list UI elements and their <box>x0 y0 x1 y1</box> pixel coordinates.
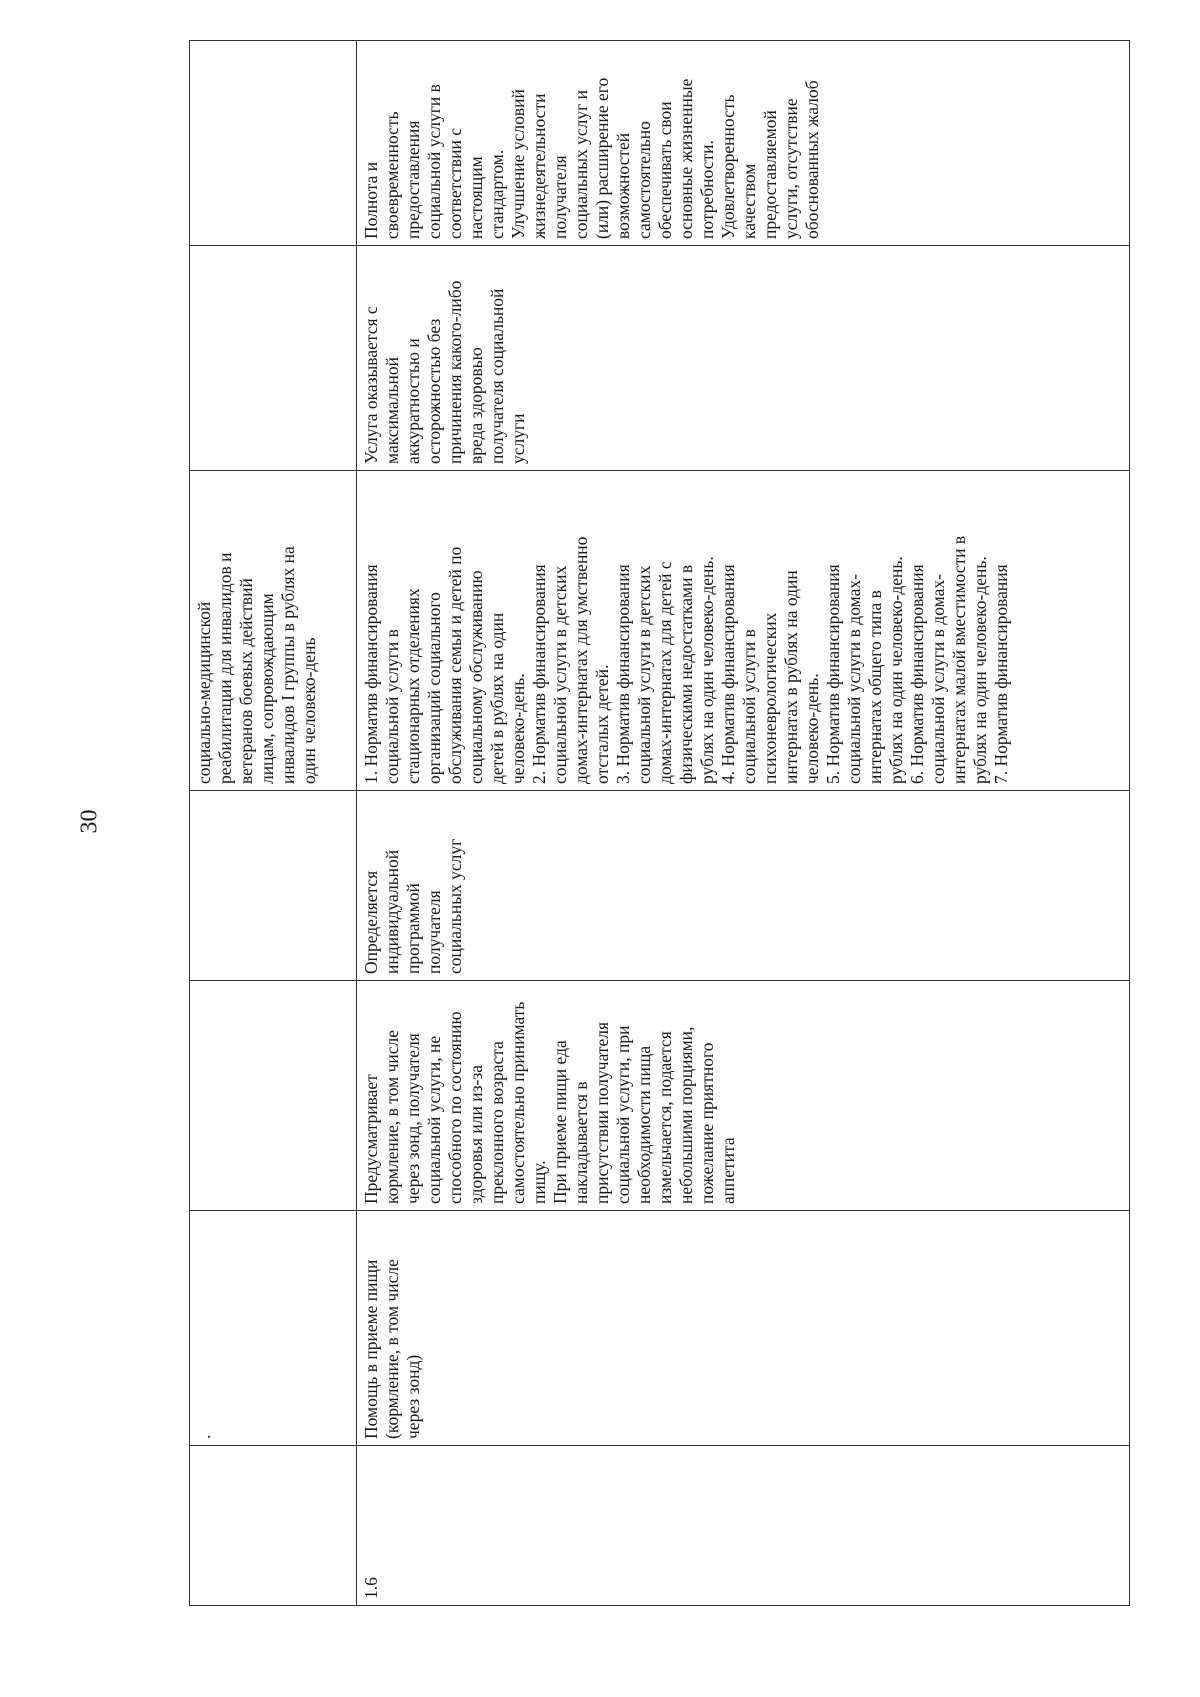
cell-conditions: Услуга оказывается с максимальной аккуратностью и осторожностью без причинения какого-либо вреда здоровью получателя социальной услуги <box>357 246 1130 471</box>
cell-quality-indicators <box>190 41 357 246</box>
cell-conditions <box>190 246 357 471</box>
cell-volume <box>190 791 357 981</box>
cell-service-name: Помощь в приеме пищи (кормление, в том числе через зонд) <box>357 1211 1130 1446</box>
cell-number: 1.6 <box>357 1446 1130 1606</box>
cell-financing-norms: социально-медицинской реабилитации для инвалидов и ветеранов боевых действий лицам, сопровождающим инвалидов I группы в рублях на один человеко-день <box>190 471 357 791</box>
rotated-table-wrapper <box>189 41 1111 1606</box>
cell-description: Предусматривает кормление, в том числе через зонд, получателя социальной услуги, не способного по состоянию здоровья или из-за преклонного возраста самостоятельно принимать пищу. При приеме пищи еда накладывается в присутствии получателя социальной услуги, при необходимости пища измельчается, подается небольшими порциями, пожелание приятного аппетита <box>357 981 1130 1211</box>
cell-service-name: . <box>190 1211 357 1446</box>
table-row <box>357 41 1130 1606</box>
table-row <box>190 41 357 1606</box>
cell-financing-norms: 1. Норматив финансирования социальной услуги в стационарных отделениях организаций социального обслуживания семьи и детей по социальному обслуживанию детей в рублях на один человеко-день. 2. Норматив финансирования социальной услуги в детских домах-интернатах для умственно отсталых детей. 3. Норматив финансирования социальной услуги в детских домах-интернатах для детей с физическими недостатками в рублях на один человеко-день. 4. Норматив финансирования социальной услуги в психоневрологических интернатах в рублях на один человеко-день. 5. Норматив финансирования социальной услуги в домах- интернатах общего типа в рублях на один человеко-день. 6. Норматив финансирования социальной услуги в домах- интернатах малой вместимости в рублях на один человеко-день. 7. Норматив финансирования <box>357 471 1130 791</box>
page-number: 30 <box>76 809 103 834</box>
service-standard-table <box>189 40 1130 1606</box>
cell-quality-indicators: Полнота и своевременность предоставления социальной услуги в соответствии с настоящим стандартом. Улучшение условий жизнедеятельности получателя социальных услуг и (или) расширение его возможностей самостоятельно обеспечивать свои основные жизненные потребности. Удовлетворенность качеством предоставляемой услуги, отсутствие обоснованных жалоб <box>357 41 1130 246</box>
cell-number <box>190 1446 357 1606</box>
cell-volume: Определяется индивидуальной программой получателя социальных услуг <box>357 791 1130 981</box>
cell-description <box>190 981 357 1211</box>
